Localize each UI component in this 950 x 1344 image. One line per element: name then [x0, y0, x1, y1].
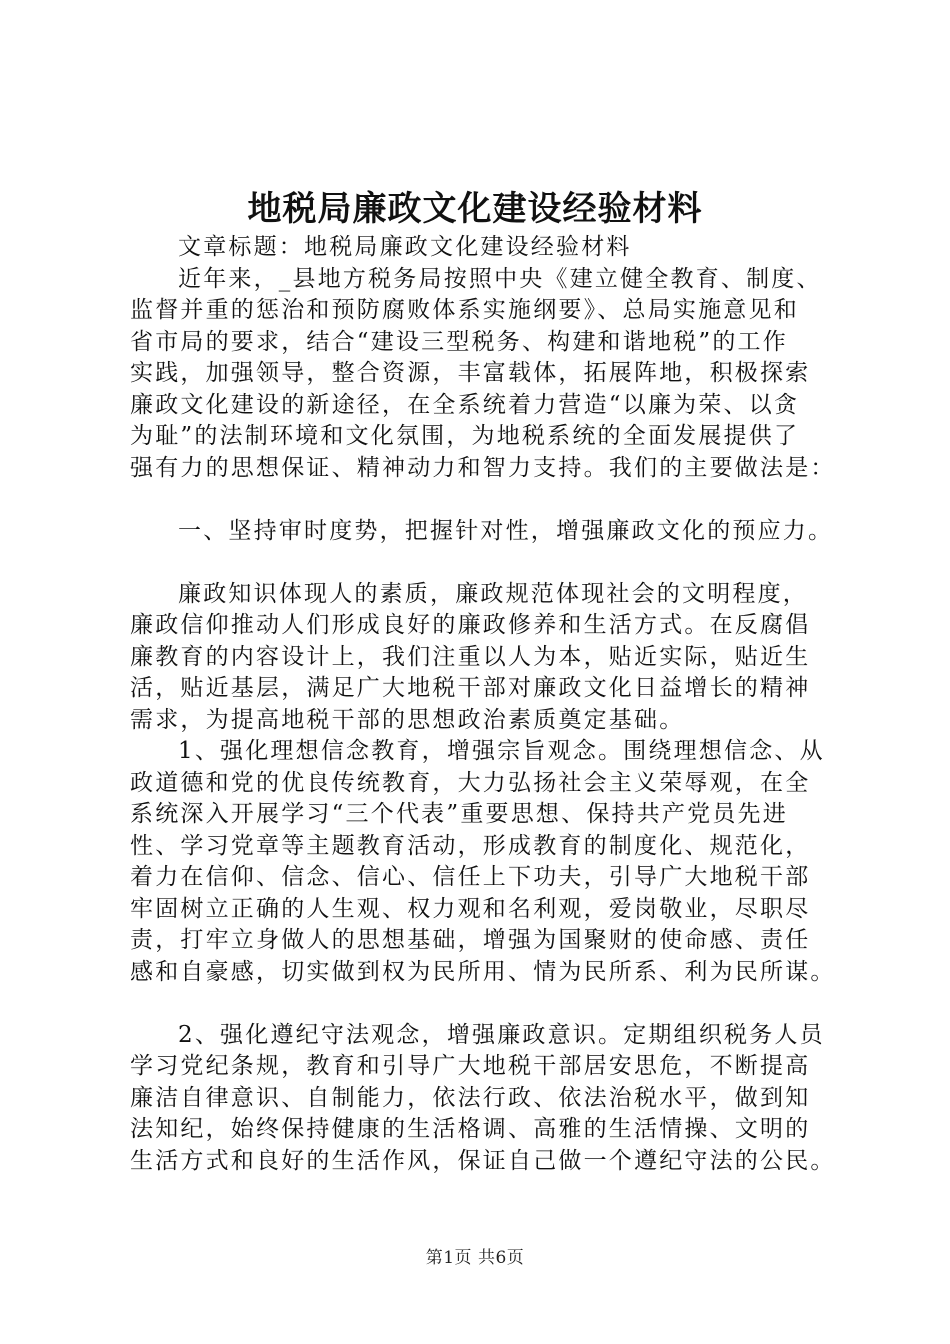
text-line: 廉洁自律意识、自制能力，依法行政、依法治税水平，做到知	[130, 1084, 811, 1111]
text-line: 法知纪，始终保持健康的生活格调、高雅的生活情操、文明的	[130, 1116, 811, 1142]
text-line: 监督并重的惩治和预防腐败体系实施纲要》、总局实施意见和	[130, 297, 799, 323]
text-line: 政道德和党的优良传统教育，大力弘扬社会主义荣辱观，在全	[130, 769, 811, 796]
document-body	[130, 232, 850, 1177]
text-line: 1、强化理想信念教育，增强宗旨观念。围绕理想信念、从	[178, 738, 825, 764]
text-line: 2、强化遵纪守法观念，增强廉政意识。定期组织税务人员	[178, 1021, 825, 1048]
text-line: 强有力的思想保证、精神动力和智力支持。我们的主要做法是：	[130, 454, 836, 481]
text-line: 廉政知识体现人的素质，廉政规范体现社会的文明程度，	[178, 580, 808, 607]
text-line: 需求，为提高地税干部的思想政治素质奠定基础。	[130, 706, 685, 733]
text-line: 廉政文化建设的新途径，在全系统着力营造“以廉为荣、以贪	[130, 391, 800, 418]
text-line: 生活方式和良好的生活作风，保证自己做一个遵纪守法的公民。	[130, 1147, 836, 1174]
text-line: 近年来，_县地方税务局按照中央《建立健全教育、制度、	[178, 265, 822, 292]
text-line: 为耻”的法制环境和文化氛围，为地税系统的全面发展提供了	[130, 423, 800, 449]
page-footer: 第1页 共6页	[425, 1248, 525, 1268]
text-line: 系统深入开展学习“三个代表”重要思想、保持共产党员先进	[130, 801, 788, 827]
text-line: 牢固树立正确的人生观、权力观和名利观，爱岗敬业，尽职尽	[130, 895, 811, 922]
text-line: 实践，加强领导，整合资源，丰富载体，拓展阵地，积极探索	[130, 360, 811, 386]
text-line: 学习党纪条规，教育和引导广大地税干部居安思危，不断提高	[130, 1053, 811, 1079]
text-line: 一、坚持审时度势，把握针对性，增强廉政文化的预应力。	[178, 517, 834, 544]
text-line: 感和自豪感，切实做到权为民所用、情为民所系、利为民所谋。	[130, 958, 836, 985]
paragraph-gap	[130, 547, 850, 579]
text-line: 廉政信仰推动人们形成良好的廉政修养和生活方式。在反腐倡	[130, 612, 811, 638]
paragraph-gap	[130, 988, 850, 1020]
text-line: 性、学习党章等主题教育活动，形成教育的制度化、规范化，	[130, 832, 811, 859]
text-line: 责，打牢立身做人的思想基础，增强为国聚财的使命感、责任	[130, 927, 811, 953]
text-line: 文章标题：地税局廉政文化建设经验材料	[178, 234, 632, 260]
paragraph-gap	[130, 484, 850, 516]
text-line: 廉教育的内容设计上，我们注重以人为本，贴近实际，贴近生	[130, 643, 811, 670]
document-title: 地税局廉政文化建设经验材料	[247, 189, 703, 229]
text-line: 省市局的要求，结合“建设三型税务、构建和谐地税”的工作	[130, 328, 788, 355]
text-line: 着力在信仰、信念、信心、信任上下功夫，引导广大地税干部	[130, 864, 811, 890]
text-line: 活，贴近基层，满足广大地税干部对廉政文化日益增长的精神	[130, 675, 811, 701]
